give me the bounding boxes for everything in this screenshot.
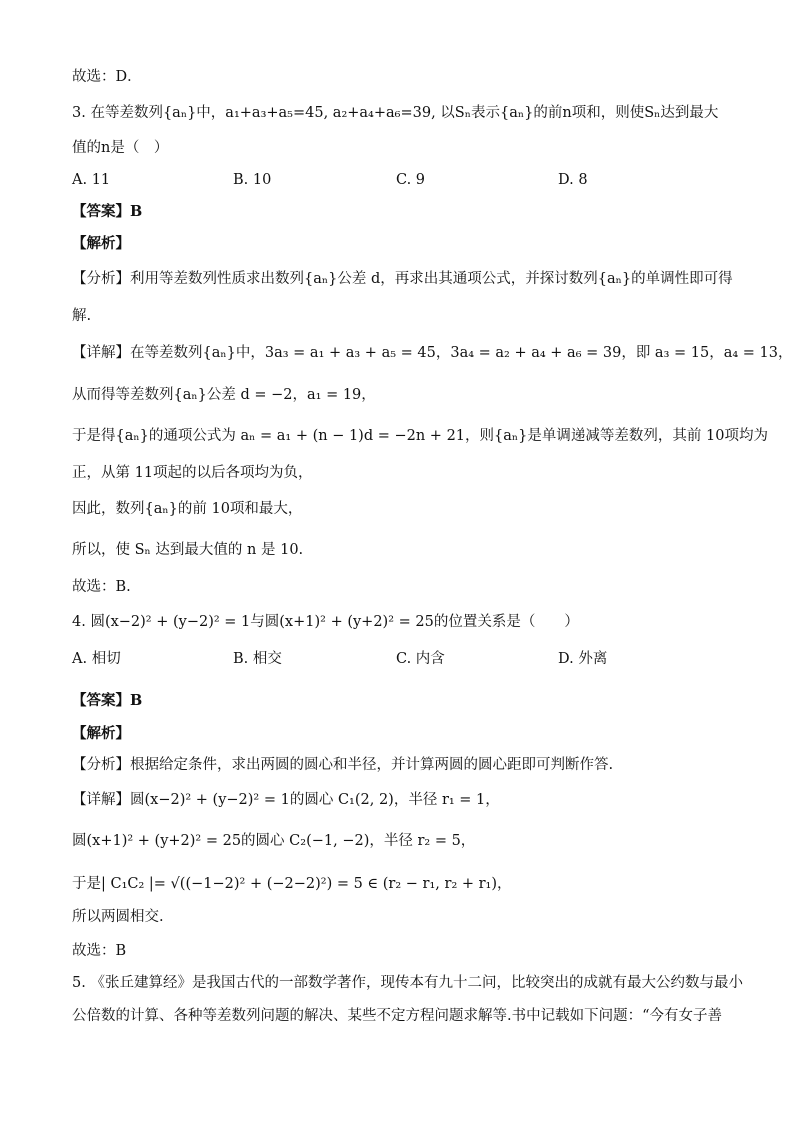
detail-text: 【详解】圆(x−2)² + (y−2)² = 1的圆心 C₁(2, 2)，半径 r₁ = 1， xyxy=(72,792,500,808)
q4-option-b: B. 相交 xyxy=(233,651,282,667)
analysis-label: 【解析】 xyxy=(72,725,130,742)
question-4-stem: 4. 圆(x−2)² + (y−2)² = 1与圆(x+1)² + (y+2)² = 25的位置关系是（ ） xyxy=(72,614,579,630)
detail-text: 正，从第 11项起的以后各项均为负， xyxy=(72,465,313,481)
question-3-stem-cont: 值的n是（ ） xyxy=(72,140,169,156)
conclusion-text: 故选：B. xyxy=(72,579,131,595)
analysis-label: 【解析】 xyxy=(72,235,130,252)
analysis-text-cont: 解. xyxy=(72,308,92,324)
conclusion-text: 故选：B xyxy=(72,943,127,959)
answer-label: 【答案】B xyxy=(72,692,143,709)
detail-text: 于是得{aₙ}的通项公式为 aₙ = a₁ + (n − 1)d = −2n + 21，则{aₙ}是单调递减等差数列，其前 10项均为 xyxy=(72,428,768,444)
analysis-text: 【分析】利用等差数列性质求出数列{aₙ}公差 d，再求出其通项公式，并探讨数列{aₙ}的单调性即可得 xyxy=(72,271,733,287)
q3-option-b: B. 10 xyxy=(233,172,272,188)
q3-option-c: C. 9 xyxy=(396,172,426,188)
detail-text: 从而得等差数列{aₙ}公差 d = −2，a₁ = 19， xyxy=(72,387,376,403)
question-5-stem-cont: 公倍数的计算、各种等差数列问题的解决、某些不定方程问题求解等.书中记载如下问题：“今有女子善 xyxy=(72,1008,723,1024)
q4-option-a: A. 相切 xyxy=(72,651,121,667)
detail-text: 所以两圆相交. xyxy=(72,909,164,925)
q3-option-d: D. 8 xyxy=(558,172,588,188)
answer-label: 【答案】B xyxy=(72,203,143,220)
q3-option-a: A. 11 xyxy=(72,172,111,188)
question-3-stem: 3. 在等差数列{aₙ}中，a₁+a₃+a₅=45, a₂+a₄+a₆=39, 以Sₙ表示{aₙ}的前n项和，则使Sₙ达到最大 xyxy=(72,105,719,121)
analysis-text: 【分析】根据给定条件，求出两圆的圆心和半径，并计算两圆的圆心距即可判断作答. xyxy=(72,757,614,773)
detail-text: 【详解】在等差数列{aₙ}中，3a₃ = a₁ + a₃ + a₅ = 45，3a₄ = a₂ + a₄ + a₆ = 39，即 a₃ = 15，a₄ = 13， xyxy=(72,345,793,361)
text-line: 故选：D． xyxy=(72,69,142,85)
q4-option-d: D. 外离 xyxy=(558,651,608,667)
q4-option-c: C. 内含 xyxy=(396,651,445,667)
detail-text: 于是| C₁C₂ |= √((−1−2)² + (−2−2)²) = 5 ∈ (r₂ − r₁, r₂ + r₁)， xyxy=(72,876,512,892)
question-5-stem: 5. 《张丘建算经》是我国古代的一部数学著作，现传本有九十二问，比较突出的成就有最大公约数与最小 xyxy=(72,975,743,991)
detail-text: 圆(x+1)² + (y+2)² = 25的圆心 C₂(−1, −2)，半径 r₂ = 5， xyxy=(72,833,476,849)
detail-text: 所以，使 Sₙ 达到最大值的 n 是 10. xyxy=(72,542,304,558)
detail-text: 因此，数列{aₙ}的前 10项和最大， xyxy=(72,501,303,517)
